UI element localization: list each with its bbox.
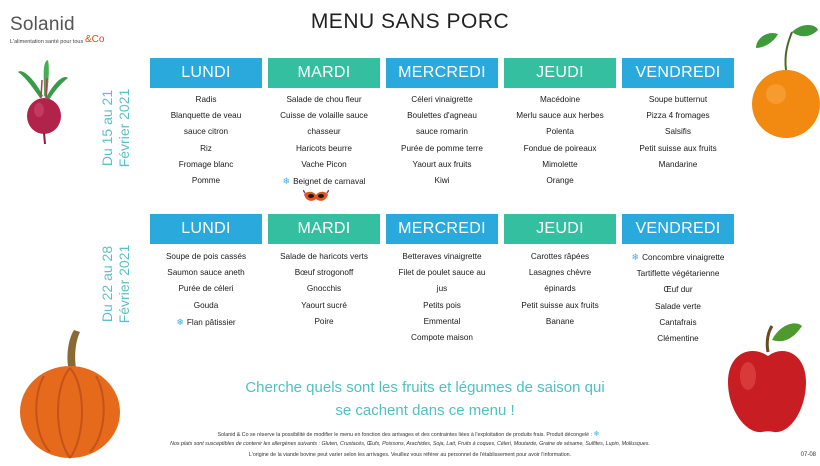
menu-item: Kiwi [434,176,450,186]
beetroot-illustration [14,58,72,146]
week2-friday-menu [622,249,734,347]
menu-item: Saumon sauce aneth [167,268,245,278]
snowflake-icon: ❄ [593,431,600,438]
menu-item: Yaourt aux fruits [412,159,472,169]
week1-label [88,58,144,198]
week1-thursday-menu [504,92,616,189]
menu-item: Emmental [423,316,461,326]
menu-item: Carottes râpées [530,252,590,261]
snowflake-icon: ❄ [631,252,640,262]
menu-item: Blanquette de veau [170,111,242,121]
footer-meat-origin: L'origine de la viande bovine peut varier selon les arrivages. Veuillez vous référer au personnel de l'établissement pour avoir l'information. [248,452,572,458]
snowflake-icon: ❄ [176,316,184,327]
menu-item: Purée de céleri [178,284,234,294]
logo-co: &Co [85,34,105,45]
logo-tagline: L'alimentation santé pour tous [10,39,84,45]
menu-item: Salade verte [655,301,701,311]
menu-item: Radis [195,95,217,104]
menu-item: sauce citron [183,127,229,137]
menu-item: Salade de haricots verts [280,252,368,261]
footer-disclaimer [0,430,820,438]
menu-item: sauce romarin [416,127,468,137]
menu-item: Pomme [191,176,221,186]
menu-item-special [268,173,380,190]
week2-thursday-header: JEUDI [504,214,616,244]
menu-item: Cantafrais [659,317,697,327]
apple-illustration [722,318,812,438]
menu-item: Bœuf strogonoff [294,268,354,278]
menu-item: Fondue de poireaux [523,143,597,153]
menu-item: Céleri vinaigrette [411,95,473,104]
week2-tuesday-header: MARDI [268,214,380,244]
special-item-label: Beignet de carnaval [293,177,366,187]
menu-item: Haricots beurre [296,143,352,153]
menu-item: Vache Picon [301,159,347,169]
menu-item: Yaourt sucré [301,300,347,310]
menu-item: Boulettes d'agneau [407,111,477,121]
week1-tuesday-menu [268,92,380,190]
week1-label-line2: Février 2021 [116,88,132,168]
menu-item: Salsifis [665,127,691,137]
menu-item: Petits pois [423,300,461,310]
week2-label-line1: Du 22 au 28 [99,245,115,323]
week2-monday-menu [150,249,262,331]
week1-label-line1: Du 15 au 21 [99,89,115,167]
week1-monday-header: LUNDI [150,58,262,88]
menu-item: Betteraves vinaigrette [402,252,482,261]
menu-item: Petit suisse aux fruits [521,300,599,310]
menu-item: Petit suisse aux fruits [639,143,717,153]
week2-friday-header: VENDREDI [622,214,734,244]
menu-item: Pizza 4 fromages [646,111,710,121]
special-item-label: Flan pâtissier [186,317,236,327]
menu-item: Purée de pomme terre [401,143,483,153]
logo-name: Solanid [10,14,75,35]
document-reference: 07-08 [800,452,816,458]
special-item-label: Concombre vinaigrette [642,253,725,262]
week2-label-line2: Février 2021 [116,244,132,324]
menu-item: jus [436,284,448,294]
menu-item: Macédoine [539,95,581,104]
footer-allergens: Nos plats sont susceptibles de contenir les allergènes suivants : Gluten, Crustacés, Œufs, Poissons, Arachides, Soja, Lait, Fruits à coques, Céleri, Moutarde, Graine de sésame, Sulfites, Lupin, Mollusques. [170,441,650,447]
seasonal-quiz-message [190,376,660,422]
page-title: MENU SANS PORC [310,10,510,33]
menu-item: Lasagnes chèvre [528,268,592,278]
menu-item: chasseur [307,127,341,137]
week1-thursday-header: JEUDI [504,58,616,88]
week2-tuesday-menu [268,249,380,330]
menu-item: Poire [314,316,334,326]
week1-wednesday-header: MERCREDI [386,58,498,88]
menu-item: Œuf dur [663,285,693,295]
menu-item: Merlu sauce aux herbes [516,111,604,121]
seasonal-quiz-line2: se cachent dans ce menu ! [335,402,515,419]
menu-item: Mandarine [658,159,698,169]
week2-label [88,214,144,354]
menu-item: Salade de chou fleur [286,95,362,104]
menu-item: Riz [200,143,212,153]
menu-item: épinards [544,284,576,294]
week1-monday-menu [150,92,262,189]
menu-item: Banane [545,316,575,326]
week1-wednesday-menu [386,92,498,189]
week2-thursday-menu [504,249,616,330]
carnival-mask-icon [303,190,329,204]
menu-item: Cuisse de volaille sauce [280,111,368,121]
menu-item: Gouda [193,300,219,310]
menu-item: Soupe butternut [648,95,708,104]
week1-friday-header: VENDREDI [622,58,734,88]
footer-disclaimer-text: Solanid & Co se réserve la possibilité de modifier le menu en fonction des arrivages et des contraintes liées à l'exploitation de produits frais. Produit décongelé : [217,432,592,438]
snowflake-icon: ❄ [282,176,291,187]
week2-wednesday-header: MERCREDI [386,214,498,244]
menu-item: Fromage blanc [178,159,234,169]
menu-item: Compote maison [411,333,473,343]
menu-item: Soupe de pois cassés [165,252,247,261]
menu-item: Filet de poulet sauce au [398,268,486,278]
menu-item-special [150,314,262,331]
week1-tuesday-header: MARDI [268,58,380,88]
menu-item: Gnocchis [306,284,342,294]
week2-wednesday-menu [386,249,498,346]
week1-friday-menu [622,92,734,173]
menu-item: Clémentine [657,334,699,344]
menu-item-special [622,249,734,266]
week2-monday-header: LUNDI [150,214,262,244]
seasonal-quiz-line1: Cherche quels sont les fruits et légumes de saison qui [245,379,605,396]
menu-item: Mimolette [542,159,578,169]
menu-item: Tartiflette végétarienne [636,269,720,279]
menu-item: Orange [546,176,574,186]
menu-item: Polenta [546,127,574,137]
